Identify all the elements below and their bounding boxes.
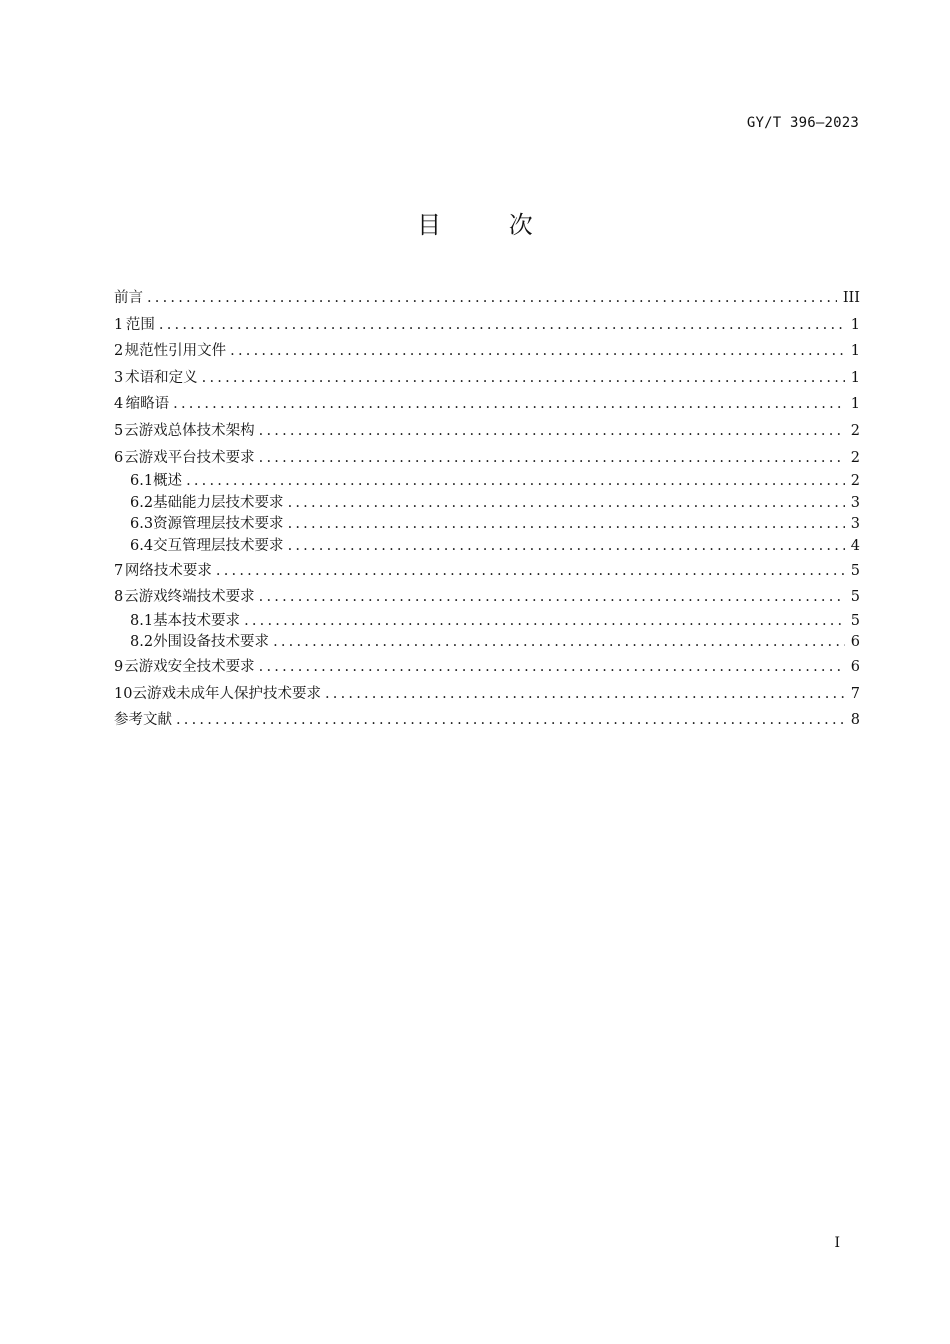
toc-entry-label: 交互管理层技术要求 xyxy=(153,537,284,554)
toc-entry-number: 2 xyxy=(114,343,124,360)
toc-entry[interactable] xyxy=(114,418,860,445)
table-of-contents xyxy=(114,285,860,734)
toc-entry-number: 1 xyxy=(114,316,124,333)
toc-entry-label: 基础能力层技术要求 xyxy=(153,494,284,511)
toc-entry-page: 4 xyxy=(850,537,860,554)
dot-leader xyxy=(288,514,845,536)
toc-entry-number: 8.1 xyxy=(130,612,154,629)
toc-entry-label: 网络技术要求 xyxy=(124,562,212,579)
toc-entry-label: 云游戏总体技术架构 xyxy=(124,422,255,439)
toc-entry-label: 云游戏平台技术要求 xyxy=(124,449,255,466)
toc-entry-page: 5 xyxy=(850,589,860,606)
toc-entry-page: 6 xyxy=(850,634,860,651)
dot-leader xyxy=(230,338,845,365)
toc-entry[interactable] xyxy=(114,707,860,734)
toc-entry-label: 概述 xyxy=(153,473,183,490)
toc-entry[interactable] xyxy=(114,536,860,558)
toc-entry[interactable] xyxy=(114,445,860,472)
toc-entry[interactable] xyxy=(114,365,860,392)
toc-entry-label: 云游戏终端技术要求 xyxy=(124,589,255,606)
toc-entry-number: 8.2 xyxy=(130,634,154,651)
toc-entry-label: 基本技术要求 xyxy=(153,612,241,629)
toc-entry-number: 9 xyxy=(114,658,124,675)
toc-entry[interactable] xyxy=(114,493,860,515)
toc-entry-page: 6 xyxy=(850,658,860,675)
toc-entry-page: 8 xyxy=(850,712,860,729)
toc-entry-label: 云游戏安全技术要求 xyxy=(124,658,255,675)
dot-leader xyxy=(244,611,845,633)
toc-entry[interactable] xyxy=(114,338,860,365)
dot-leader xyxy=(202,365,845,392)
dot-leader xyxy=(186,471,845,493)
toc-entry-number: 8 xyxy=(114,589,124,606)
dot-leader xyxy=(147,285,837,312)
toc-entry-number: 6.3 xyxy=(130,516,154,533)
toc-entry-number: 5 xyxy=(114,422,124,439)
toc-entry-number: 6.2 xyxy=(130,494,154,511)
dot-leader xyxy=(259,418,845,445)
toc-entry[interactable] xyxy=(114,312,860,339)
toc-entry-page: 5 xyxy=(850,562,860,579)
dot-leader xyxy=(216,558,845,585)
document-code: GY/T 396—2023 xyxy=(746,115,859,131)
dot-leader xyxy=(173,391,845,418)
toc-entry-page: 7 xyxy=(850,685,860,702)
toc-entry[interactable] xyxy=(114,514,860,536)
toc-entry-label: 资源管理层技术要求 xyxy=(153,516,284,533)
toc-entry-number: 3 xyxy=(114,369,124,386)
page-number: I xyxy=(834,1235,840,1251)
dot-leader xyxy=(288,536,845,558)
toc-entry-label: 范围 xyxy=(125,316,155,333)
dot-leader xyxy=(288,493,845,515)
toc-entry[interactable] xyxy=(114,391,860,418)
toc-entry-page: 1 xyxy=(850,396,860,413)
toc-entry-label: 术语和定义 xyxy=(125,369,198,386)
toc-entry-label: 外围设备技术要求 xyxy=(153,634,270,651)
toc-entry-page: 2 xyxy=(850,473,860,490)
toc-entry-page: 1 xyxy=(850,343,860,360)
toc-entry-page: 2 xyxy=(850,449,860,466)
toc-entry-page: 1 xyxy=(850,369,860,386)
page-title: 目 次 xyxy=(417,211,563,239)
toc-entry[interactable] xyxy=(114,471,860,493)
toc-entry-number: 10 xyxy=(114,685,133,702)
dot-leader xyxy=(325,681,845,708)
toc-entry-number: 6.1 xyxy=(130,473,154,490)
toc-entry-label: 云游戏未成年人保护技术要求 xyxy=(132,685,321,702)
dot-leader xyxy=(259,654,845,681)
toc-entry-page: III xyxy=(842,290,860,306)
toc-entry[interactable] xyxy=(114,285,860,312)
dot-leader xyxy=(159,312,845,339)
toc-entry-page: 3 xyxy=(850,494,860,511)
toc-entry[interactable] xyxy=(114,584,860,611)
toc-entry-page: 5 xyxy=(850,612,860,629)
toc-entry-page: 1 xyxy=(850,316,860,333)
toc-entry-label: 规范性引用文件 xyxy=(124,343,227,360)
toc-entry-page: 3 xyxy=(850,516,860,533)
toc-entry-number: 6 xyxy=(114,449,124,466)
toc-entry[interactable] xyxy=(114,654,860,681)
toc-entry-number: 7 xyxy=(114,562,124,579)
toc-entry-number: 6.4 xyxy=(130,537,154,554)
toc-entry-label: 前言 xyxy=(114,290,143,306)
toc-entry[interactable] xyxy=(114,681,860,708)
toc-entry[interactable] xyxy=(114,632,860,654)
toc-entry-number: 4 xyxy=(114,396,124,413)
dot-leader xyxy=(273,632,845,654)
toc-entry[interactable] xyxy=(114,611,860,633)
dot-leader xyxy=(176,707,845,734)
toc-entry-page: 2 xyxy=(850,422,860,439)
toc-entry-label: 缩略语 xyxy=(125,396,170,413)
dot-leader xyxy=(259,445,845,472)
toc-entry-label: 参考文献 xyxy=(114,712,172,729)
dot-leader xyxy=(259,584,845,611)
toc-entry[interactable] xyxy=(114,558,860,585)
